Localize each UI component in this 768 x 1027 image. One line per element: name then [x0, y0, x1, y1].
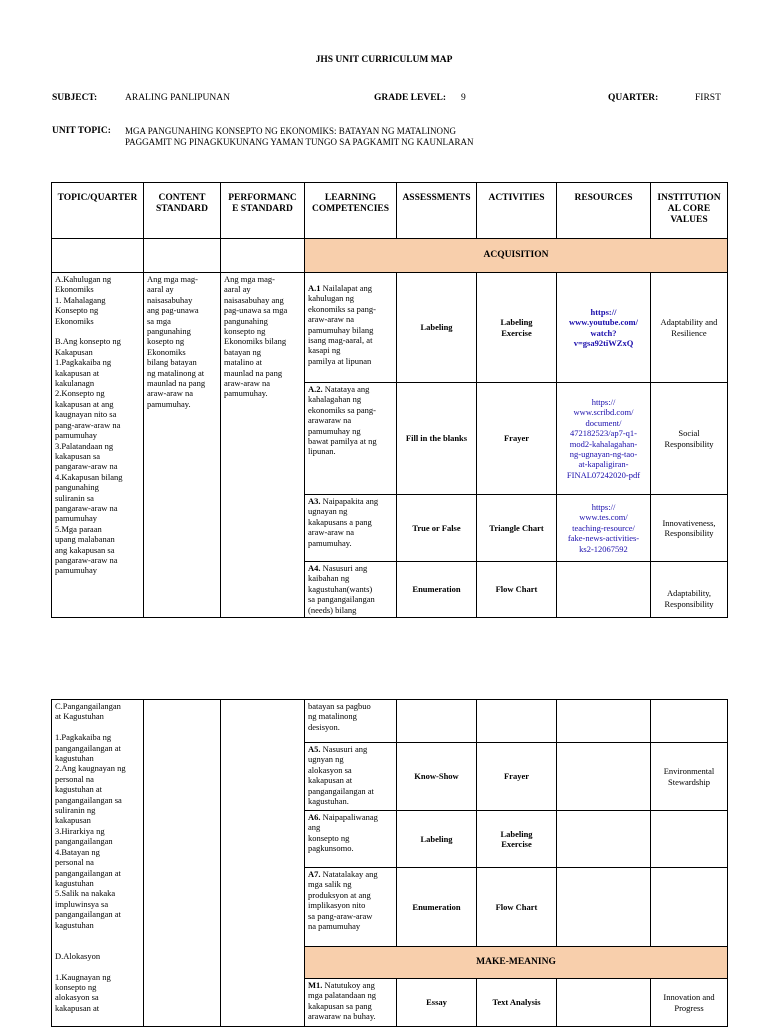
- competency-cell: [305, 868, 397, 947]
- empty-cell: [397, 700, 477, 743]
- table-row: [52, 700, 728, 743]
- activity-cell: Labeling Exercise: [477, 273, 557, 383]
- table-row: [52, 273, 728, 383]
- competency-code: A7.: [308, 869, 321, 879]
- col-content-standard: CONTENT STANDARD: [144, 183, 221, 239]
- competency-text: Naipapaliwanag ang konsepto ng pagkunsomo.: [308, 812, 378, 854]
- resource-cell: [557, 868, 651, 947]
- col-institutional-core-values: INSTITUTION AL CORE VALUES: [651, 183, 728, 239]
- resource-link[interactable]: https:// www.youtube.com/ watch? v=gsa92tiWZxQ: [569, 306, 638, 348]
- performance-standard-cell: [221, 700, 305, 1027]
- subject-value: ARALING PANLIPUNAN: [125, 93, 230, 103]
- empty-cell: [52, 239, 144, 273]
- grade-level-label: GRADE LEVEL:: [374, 93, 447, 103]
- topic-cell: A.Kahulugan ng Ekonomiks 1. Mahalagang Konsepto ng Ekonomiks B.Ang konsepto ng Kakapusan 1.Pagkakaiba ng kakapusan at kakulanagn 2.Konsepto ng kakapusan at ang kaugnayan nito sa pang-araw-araw na pamumuhay 3.Palatandaan ng kakapusan sa pangaraw-araw na 4.Kakapusan bilang pangunahing suliranin sa pangaraw-araw na pamumuhay 5.Mga paraan upang malabanan ang kakapusan sa pangaraw-araw na pamumuhay: [52, 273, 144, 618]
- competency-cell: [305, 979, 397, 1027]
- core-values-cell: Adaptability and Resilience: [651, 273, 728, 383]
- competency-text: Nailalapat ang kahulugan ng ekonomiks sa pang- araw-araw na pamumuhay bilang isang mag-aaral, at kasapi ng pamilya at lipunan: [308, 283, 376, 366]
- empty-cell: [557, 700, 651, 743]
- resource-cell: [557, 743, 651, 811]
- competency-cell: [305, 495, 397, 562]
- content-standard-cell: Ang mga mag- aaral ay naisasabuhay ang pag-unawa sa mga pangunahing kosepto ng Ekonomiks bilang batayan ng matalinong at maunlad na pang araw-araw na pamumuhay.: [144, 273, 221, 618]
- header-row: [52, 183, 728, 239]
- core-values-cell: [651, 811, 728, 868]
- performance-standard-cell: Ang mga mag- aaral ay naisasabuhay ang pag-unawa sa mga pangunahing konsepto ng Ekonomiks bilang batayan ng matalino at maunlad na pang araw-araw na pamumuhay.: [221, 273, 305, 618]
- competency-cell: [305, 811, 397, 868]
- resource-cell: [557, 383, 651, 495]
- activity-cell: Frayer: [477, 743, 557, 811]
- core-values-cell: Adaptability, Responsibility: [651, 562, 728, 618]
- curriculum-table-page-1: [51, 182, 728, 618]
- assessment-cell: Labeling: [397, 273, 477, 383]
- resource-cell: [557, 495, 651, 562]
- col-topic-quarter: TOPIC/QUARTER: [52, 183, 144, 239]
- col-performance-standard: PERFORMANC E STANDARD: [221, 183, 305, 239]
- resource-cell: [557, 979, 651, 1027]
- competency-text: Nasusuri ang kaibahan ng kagustuhan(wants) sa pangangailangan (needs) bilang: [308, 563, 375, 615]
- activity-cell: Triangle Chart: [477, 495, 557, 562]
- phase-row: [52, 239, 728, 273]
- competency-text: Naipapakita ang ugnayan ng kakapusans a pang araw-araw na pamumuhay.: [308, 496, 379, 548]
- unit-topic-line-1: MGA PANGUNAHING KONSEPTO NG EKONOMIKS: BATAYAN NG MATALINONG: [125, 126, 456, 136]
- competency-code: M1.: [308, 980, 323, 990]
- col-learning-competencies: LEARNING COMPETENCIES: [305, 183, 397, 239]
- document-title: JHS UNIT CURRICULUM MAP: [315, 55, 453, 65]
- unit-topic-line-2: PAGGAMIT NG PINAGKUKUNANG YAMAN TUNGO SA PAGKAMIT NG KAUNLARAN: [125, 137, 474, 147]
- empty-cell: [651, 700, 728, 743]
- competency-text: Natutukoy ang mga palatandaan ng kakapusan sa pang arawaraw na buhay.: [308, 980, 376, 1022]
- assessment-cell: Know-Show: [397, 743, 477, 811]
- assessment-cell: Essay: [397, 979, 477, 1027]
- competency-cell: [305, 273, 397, 383]
- core-values-cell: Social Responsibility: [651, 383, 728, 495]
- competency-cell: [305, 562, 397, 618]
- competency-code: A.2.: [308, 384, 323, 394]
- competency-continuation-cell: batayan sa pagbuo ng matalinong desisyon.: [305, 700, 397, 743]
- col-resources: RESOURCES: [557, 183, 651, 239]
- quarter-value: FIRST: [695, 93, 721, 103]
- subject-label: SUBJECT:: [52, 93, 98, 103]
- competency-code: A.1: [308, 283, 321, 293]
- core-values-cell: Innovation and Progress: [651, 979, 728, 1027]
- phase-acquisition: ACQUISITION: [305, 239, 728, 273]
- activity-cell: Labeling Exercise: [477, 811, 557, 868]
- empty-cell: [221, 239, 305, 273]
- assessment-cell: Labeling: [397, 811, 477, 868]
- assessment-cell: Fill in the blanks: [397, 383, 477, 495]
- activity-cell: Frayer: [477, 383, 557, 495]
- unit-topic-label: UNIT TOPIC:: [52, 126, 111, 136]
- activity-cell: Flow Chart: [477, 868, 557, 947]
- core-values-cell: Environmental Stewardship: [651, 743, 728, 811]
- empty-cell: [477, 700, 557, 743]
- core-values-cell: Innovativeness, Responsibility: [651, 495, 728, 562]
- resource-link[interactable]: https:// www.tes.com/ teaching-resource/ fake-news-activities- ks2-12067592: [567, 501, 640, 554]
- col-assessments: ASSESSMENTS: [397, 183, 477, 239]
- competency-text: Natataya ang kahalagahan ng ekonomiks sa pang- arawaraw na pamumuhay ng bawat pamilya at ng lipunan.: [308, 384, 377, 457]
- curriculum-table-page-2: [51, 699, 728, 1027]
- topic-cell: C.Pangangailangan at Kagustuhan 1.Pagkakaiba ng pangangailangan at kagustuhan 2.Ang kaugnayan ng personal na kagustuhan at pangangailangan sa suliranin ng kakapusan 3.Hirarkiya ng pangangailangan 4.Batayan ng personal na pangangailangan at kagustuhan 5.Salik na nakaka impluwinsya sa pangangailangan at kagustuhan D.Alokasyon 1.Kaugnayan ng konsepto ng alokasyon sa kakapusan at: [52, 700, 144, 1027]
- assessment-cell: Enumeration: [397, 868, 477, 947]
- resource-cell: [557, 273, 651, 383]
- resource-cell: [557, 811, 651, 868]
- activity-cell: Text Analysis: [477, 979, 557, 1027]
- content-standard-cell: [144, 700, 221, 1027]
- competency-code: A5.: [308, 744, 321, 754]
- competency-code: A3.: [308, 496, 321, 506]
- competency-text: Nasusuri ang ugnyan ng alokasyon sa kakapusan at pangangailangan at kagustuhan.: [308, 744, 374, 807]
- activity-cell: Flow Chart: [477, 562, 557, 618]
- assessment-cell: True or False: [397, 495, 477, 562]
- col-activities: ACTIVITIES: [477, 183, 557, 239]
- competency-cell: [305, 383, 397, 495]
- competency-cell: [305, 743, 397, 811]
- assessment-cell: Enumeration: [397, 562, 477, 618]
- competency-text: Natatalakay ang mga salik ng produksyon at ang implikasyon nito sa pang-araw-araw na pamumuhay: [308, 869, 378, 932]
- resource-link[interactable]: https:// www.scribd.com/ document/ 472182523/ap7-q1- mod2-kahalagahan- ng-ugnayan-ng-tao- at-kapaligiran- FINAL07242020-pdf: [566, 396, 641, 480]
- empty-cell: [144, 239, 221, 273]
- grade-level-value: 9: [461, 93, 466, 103]
- core-values-cell: [651, 868, 728, 947]
- resource-cell: [557, 562, 651, 618]
- quarter-label: QUARTER:: [608, 93, 659, 103]
- phase-make-meaning: MAKE-MEANING: [305, 947, 728, 979]
- competency-code: A4.: [308, 563, 321, 573]
- competency-code: A6.: [308, 812, 321, 822]
